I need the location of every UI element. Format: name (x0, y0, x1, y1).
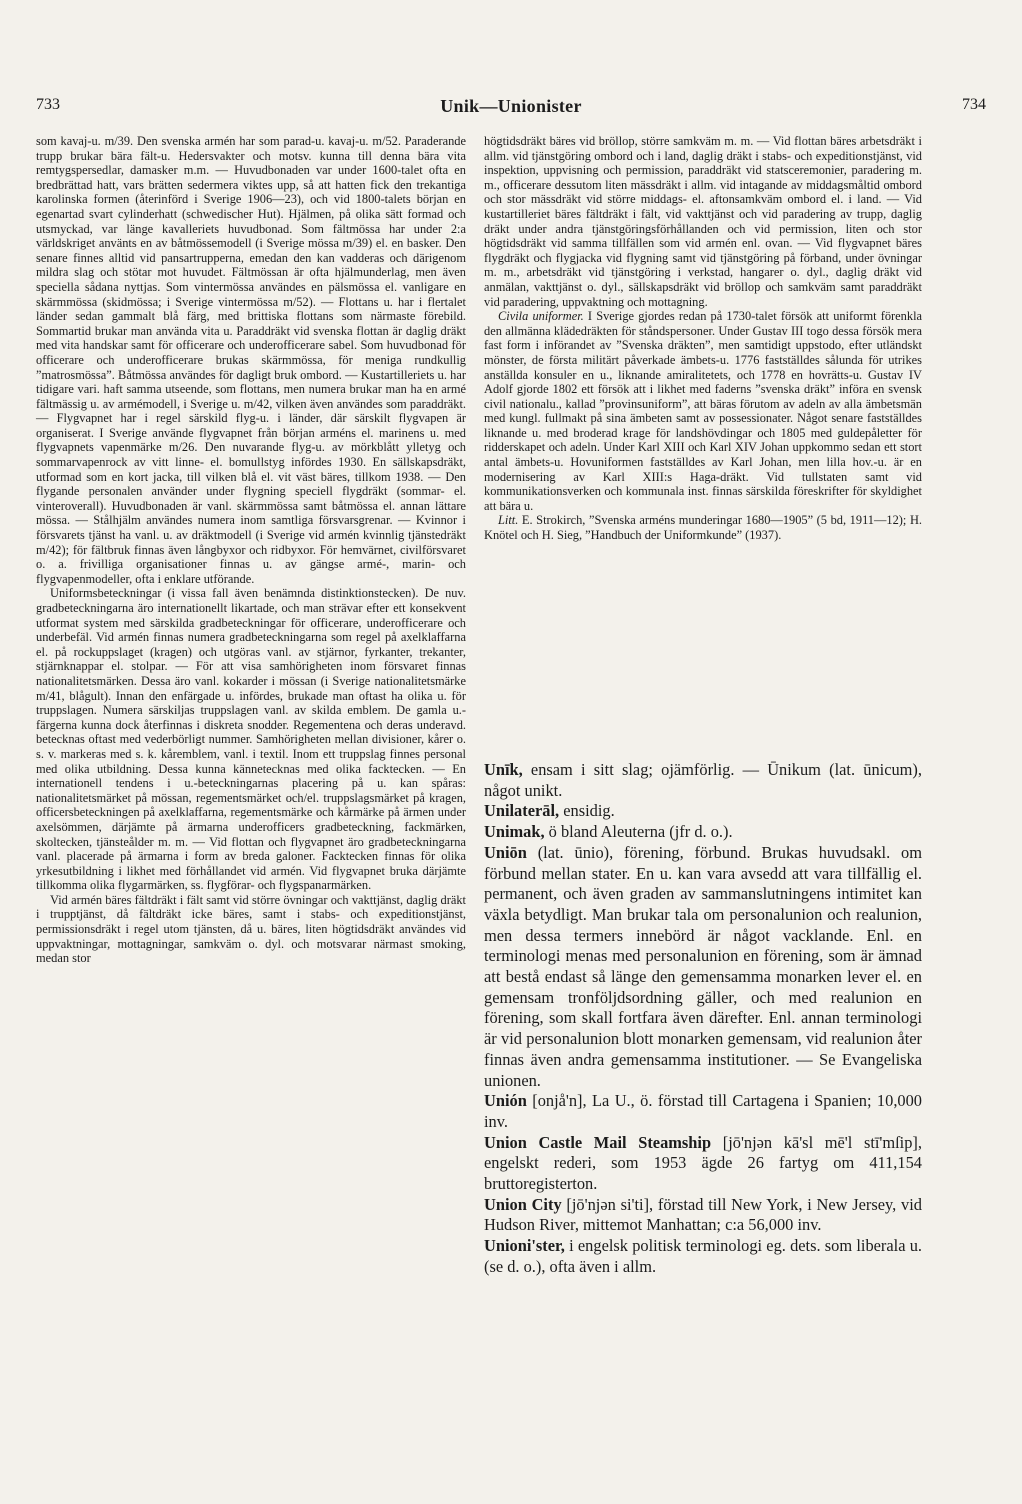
entry-text: ensam i sitt slag; ojämförlig. — Ūnikum (lat. ūnicum), något unikt. (484, 760, 922, 800)
right-column-upper (484, 134, 922, 543)
headword: Unīk, (484, 760, 523, 779)
section-label: Civila uniformer. (498, 309, 584, 324)
paragraph: högtidsdräkt bäres vid bröllop, större samkväm m. m. — Vid flottan bäres arbetsdräkt i allm. vid tjänstgöring ombord och i land, daglig dräkt i stabs- och expeditionstjänst, vid inspektion, uppvisning och permission, paraddräkt vid statsceremonier, paradering m. m., officerare dessutom liten mässdräkt i allm. vid intagande av middagsmåltid ombord och stor mässdräkt vid större middags- el. aftonsamkväm ombord el. i land. — Vid kustartilleriet bäres fältdräkt i fält, vid vakttjänst och vid paradering av trupp, daglig dräkt under andra tjänstgöringsförhållanden och vid permission, liten och stor högtidsdräkt vid samma tillfällen som vid armén enl. ovan. — Vid flygvapnet bäres flygdräkt och flygjacka vid flygning samt vid tjänstgöring på förband, under övningar m. m., arbetsdräkt vid tjänstgöring i verkstad, hangarer o. dyl., daglig dräkt vid anmälan, vakttjänst o. dyl., sällskapsdräkt vid bröllop och samkväm samt paraddräkt vid paradering, uppvaktning och mottagning. (484, 134, 922, 309)
headword: Unilaterāl, (484, 801, 560, 821)
paragraph-text: E. Strokirch, ”Svenska arméns munderingar 1680—1905” (5 bd, 1911—12); H. Knötel och H. Sieg, ”Handbuch der Uniformkunde” (1937). (484, 513, 922, 543)
entry-text: i engelsk politisk terminologi eg. dets. som liberala u. (se d. o.), ofta även i allm. (484, 1236, 922, 1276)
entry-text: [onjå'n], La U., ö. förstad till Cartagena i Spanien; 10,000 inv. (484, 1091, 922, 1131)
headword: Union Castle Mail Steamship (484, 1132, 712, 1152)
dictionary-entry (484, 1236, 922, 1277)
entry-text: [jō'njən si'ti], förstad till New York, i New Jersey, vid Hudson River, mittemot Manhattan; c:a 56,000 inv. (484, 1194, 922, 1235)
dictionary-entry (484, 843, 922, 1091)
page-number-left: 733 (36, 96, 60, 113)
headword: Uniōn (484, 842, 527, 862)
page-number-right: 734 (962, 96, 986, 113)
dictionary-entry (484, 801, 922, 822)
dictionary-entry (484, 1195, 922, 1236)
dictionary-entry (484, 1091, 922, 1132)
dictionary-entry (484, 822, 922, 843)
entry-text: [jō'njən kā'sl mē'l stī'mſip], engelskt rederi, som 1953 ägde 26 fartyg om 411,154 bruttoregisterton. (484, 1132, 922, 1194)
literature-label: Litt. (498, 513, 519, 528)
paragraph (484, 513, 922, 542)
right-column-entries (484, 760, 922, 1278)
page-header (36, 96, 986, 116)
paragraph: som kavaj-u. m/39. Den svenska armén har som parad-u. kavaj-u. m/52. Paraderande trupp brukar bära fält-u. Hedersvakter och motsv. kunna till denna bära vita remtygspersedlar, damasker m.m. — Huvudbonaden var under 1600-talet ofta en bredbrättad hatt, vars brätten sedermera viktes upp, så att hatten fick den trekantiga karolinska formen (återinförd i Sverige 1906—23), och vid 1800-talets början en egenartad svart cylinderhatt (schwedischer Hut). Hjälmen, på olika sätt formad och utsmyckad, var länge kavalleriets huvudbonad. Som fältmössa har under 2:a världskriget använts en av båtmössemodell (i Sverige mössa m/39) el. en basker. Den senare finnes alltid vid pansartrupperna, emedan den kan vadderas och därigenom mildra slag och stötar mot huvudet. Fältmössan är ofta hjälmunderlag, men även speciella sådana nyttjas. Som vintermössa användes en pälsmössa el. vanligare en skärmmössa (skidmössa; i Sverige vintermössa m/52). — Flottans u. har i flertalet länder sedan gammalt blå färg, med brittiska flottans som närmaste förebild. Sommartid brukar man använda vita u. Paraddräkt vid svenska flottan är daglig dräkt med vita handskar samt för officerare och underofficerare sabel. Som huvudbonad för officerare och underofficerare brukas skärmmössa, för meniga rundkullig ”matrosmössa”. Båtmössa användes för dagligt bruk ombord. — Kustartilleriets u. har tidigare vari. haft samma utseende, som flottans, men numera brukar man ha en armé fältmässig u. av armémodell, i Sverige u. m/42, vilken även användes som paraddräkt. — Flygvapnet har i regel särskild flyg-u. i länder, där särskilt flygvapen är organiserat. I Sverige använde flygvapnet från början arméns el. marinens u. med flygvapnets vapenmärke m/26. Den nuvarande flyg-u. av mörkblått ylletyg och sommarvapenrock av vitt linne- el. bomullstyg infördes 1930. En sällskapsdräkt, utformad som en kort jacka, till vilken blå el. vit väst bäres, tillkom 1938. — Den flygande personalen använder under flygning speciell flygdräkt (sommar- el. vinteroverall). Huvudbonaden är vanl. skärmmössa samt båtmössa el. annan lättare mössa. — Stålhjälm användes numera inom samtliga försvarsgrenar. — Kvinnor i försvarets tjänst ha vanl. u. av dräktmodell (i Sverige vid armén kvinnlig tjänstedräkt m/42); för fältbruk finnas även långbyxor och ridbyxor. För hemvärnet, civilförsvaret o. a. frivilliga organisationer finnas u. av gängse armé-, marin- och flygvapenmodeller, ofta i enklare utförande. (36, 134, 466, 586)
paragraph-text: I Sverige gjordes redan på 1730-talet försök att uniformt förenkla den allmänna klädedräkten för ståndspersoner. Under Gustav III togo dessa försök mera fast form i införandet av ”Svenska dräkten”, men samtidigt uppstodo, efter utländskt mönster, de första militärt påverkade ämbets-u. 1776 fastställdes sålunda för utrikes anställda konsuler en u., liknande amiralitetets, och 1778 en hovrätts-u. Gustav IV Adolf gjorde 1802 ett försök att i likhet med faderns ”svenska dräkt” införa en svensk civil nationalu., kallad ”provinsuniform”, att bäras förutom av adeln av alla ämbetsmän med kungl. fullmakt på sina ämbeten samt av possessionater. Något senare fastställdes liknande u. med broderad krage för landshövdingar och 1805 med guldepåletter för ridderskapet och adeln. Under Karl XIII och Karl XIV Johan uppkommo sedan ett stort antal ämbets-u. Hovuniformen fastställdes av Karl Johan, men lilla hov.-u. är en modernisering av Karl XIII:s Haga-dräkt. Vid tullstaten samt vid kommunikationsverken och kommunala inst. finnas särskilda föreskrifter för skyldighet att bära u. (484, 309, 923, 513)
paragraph (484, 309, 922, 513)
dictionary-entry (484, 760, 922, 801)
paragraph: Uniformsbeteckningar (i vissa fall även benämnda distinktionstecken). De nuv. gradbeteckningarna äro internationellt likartade, och man strävar efter ett konsekvent utformat system med särskilda gradbeteckningar för officerare, underofficerare och underbefäl. Vid armén finnas numera gradbeteckningarna som regel på axelklaffarna el. på rockuppslaget (kragen) och utgöras vanl. av stjärnor, fyrkanter, trekanter, stjärnknappar el. stolpar. — För att visa samhörigheten inom försvaret finnas nationalitetsmärken. Dessa äro vanl. kokarder i mössan (i Sverige nationalitetsmärke m/41, blågult). Innan den enfärgade u. infördes, brukade man oftast ha olika u. för truppslagen. Numera särskiljas truppslagen vanl. av skilda emblem. De gamla u.-färgerna kunna dock återfinnas i diskreta snodder. Regementena och deras underavd. betecknas oftast med vederbörligt nummer. Samhörigheten mellan divisioner, kårer o. s. v. markeras med s. k. kåremblem, vanl. i textil. Inom ett truppslag finnes personal med olika utbildning. Dessa kunna kännetecknas med olika facktecken. — En internationell tendens i u.-beteckningarnas placering på u. kan spåras: nationalitetsmärket på mössan, regementsmärket och/el. truppslagsmärket på kragen, officersbeteckningen på axelklaffarna, regementsmärke och kårmärke på ärmen under axelsömmen, därjämte på ärmarna underofficers gradbeteckning, fackmärken, skoltecken, tjänsteålder m. m. — Vid flottan och flygvapnet äro gradbeteckningarna vanl. placerade på ärmarna i form av breda galoner. Facktecken finnas för olika yrkesutbildning i likhet med förhållandet vid armén. Vid flygvapnet bruka därjämte tillkomma olika flygarmärken, ss. flygförar- och flygspanarmärken. (36, 586, 466, 893)
entry-text: ensidig. (559, 801, 615, 821)
dictionary-entry (484, 1133, 922, 1195)
headword: Unión (484, 1091, 527, 1111)
running-title: Unik—Unionister (440, 96, 582, 116)
headword: Union City (484, 1194, 562, 1214)
left-column (36, 134, 466, 966)
headword: Unimak, (484, 822, 545, 842)
paragraph: Vid armén bäres fältdräkt i fält samt vid större övningar och vakttjänst, daglig dräkt i trupptjänst, då fältdräkt icke bäres, samt i stabs- och expeditionstjänst, permissionsdräkt i regel utom tjänsten, då u. bäres, liten högtidsdräkt användes vid uppvaktningar, mottagningar, samkväm o. dyl. och motsvarar närmast smoking, medan stor (36, 892, 466, 966)
headword: Unioni'ster, (484, 1236, 565, 1256)
entry-text: ö bland Aleuterna (jfr d. o.). (544, 822, 733, 842)
entry-text: (lat. ūnio), förening, förbund. Brukas huvudsakl. om förbund mellan stater. En u. kan vara avsedd att vara tillfällig el. permanent, och även graden av sammanslutningens intimitet kan växla betydligt. Man brukar tala om personalunion och realunion, men dessa termers innebörd är något vacklande. Enl. en terminologi menas med personalunion en förening, som är ämnad att bestå endast så länge den gemensamma monarken lever el. en gemensam tronföljdsordning gäller, och med realunion en förening, som skall fortfara även därefter. Enl. annan terminologi är vid personalunion blott monarken gemensam, vid realunion åter finnas även andra gemensamma institutioner. — Se Evangeliska unionen. (484, 842, 922, 1090)
